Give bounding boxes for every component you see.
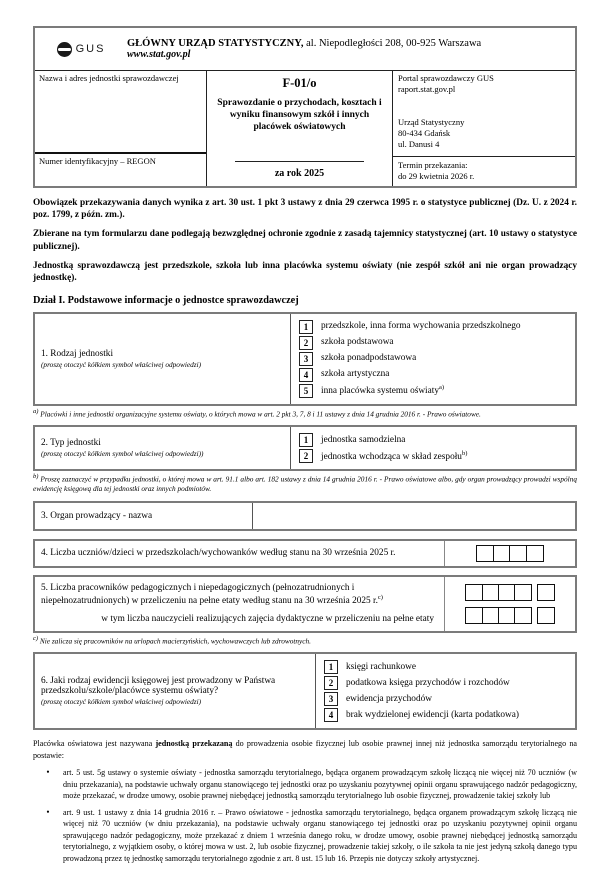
bullet-marker: •: [46, 806, 50, 817]
org-name: GŁÓWNY URZĄD STATYSTYCZNY,: [127, 38, 304, 49]
form-page: [33, 26, 577, 869]
gus-logo: [35, 42, 127, 57]
option-label: podatkowa księga przychodów i rozchodów: [346, 677, 510, 688]
question-1-hint: (proszę otoczyć kółkiem symbol właściwej odpowiedzi): [41, 359, 202, 369]
question-1-options: [290, 314, 575, 404]
digit-cell[interactable]: [509, 545, 527, 562]
option-row: [324, 676, 567, 690]
bullet-marker: •: [46, 767, 50, 778]
digit-cell[interactable]: [465, 607, 483, 624]
question-6-label-cell: [35, 654, 315, 728]
gus-logo-text: GUS: [75, 43, 106, 55]
digit-cell[interactable]: [514, 584, 532, 601]
option-label: księgi rachunkowe: [346, 661, 416, 672]
option-label: ewidencja przychodów: [346, 693, 432, 704]
footnote-ref-b: b): [461, 449, 468, 457]
footnote-c: $^{c)}$ Nie zalicza się pracowników na urlopach macierzyńskich, wychowawczych lub zdrowotnych.: [33, 634, 311, 645]
question-5-sublabel: w tym liczba nauczycieli realizujących zajęcia dydaktyczne w przeliczeniu na pełne etaty: [101, 614, 434, 625]
option-number-box[interactable]: 1: [299, 433, 313, 447]
portal-line1: Portal sprawozdawczy GUS: [398, 73, 494, 83]
option-label: brak wydzielonej ewidencji (karta podatkowa): [346, 709, 519, 720]
question-4-label: 4. Liczba uczniów/dzieci w przedszkolach/wychowanków według stanu na 30 września 2025 r.: [41, 548, 396, 559]
option-label: jednostka samodzielna: [321, 434, 406, 445]
form-id-block: [207, 71, 392, 153]
footnote-ref-a: a): [439, 383, 445, 391]
bullet-art-5: [33, 767, 577, 801]
option-number-box[interactable]: 5: [299, 384, 313, 398]
regon-field[interactable]: Numer identyfikacyjny – REGON: [35, 152, 206, 186]
option-row: [299, 368, 567, 382]
header-left-column: [35, 71, 207, 186]
question-6-hint: (proszę otoczyć kółkiem symbol właściwej odpowiedzi): [41, 697, 202, 707]
digit-comb: [465, 584, 555, 601]
digit-cell[interactable]: [465, 584, 483, 601]
option-label: szkoła artystyczna: [321, 368, 390, 379]
digit-cell[interactable]: [482, 584, 500, 601]
option-number-box[interactable]: 2: [299, 336, 313, 350]
deadline-value: do 29 kwietnia 2026 r.: [398, 171, 475, 182]
option-number-box[interactable]: 2: [299, 449, 313, 463]
question-2-label: 2. Typ jednostki: [41, 438, 101, 449]
option-row: [299, 336, 567, 350]
legal-paragraph-2: Zbierane na tym formularzu dane podlegają bezwzględnej ochronie zgodnie z zasadą tajemnicy statystycznej (art. 10 ustawy o statystyce publicznej).: [33, 229, 577, 252]
org-website: www.stat.gov.pl: [127, 49, 191, 60]
bullet-text: art. 9 ust. 1 ustawy z dnia 14 grudnia 2016 r. – Prawo oświatowe - jednostka samorządu terytorialnego, będąca organem prowadzącym szkołę liczącą nie więcej niż 70 uczniów (w dniu przekazania), na podstawie uchwały organu stanowiącego tej jednostki oraz po uzyskaniu pozytywnej opinii organu sprawującego nadzór pedagogiczny, może przekazać z dniem 1 września danego roku, w drodze umowy, osobie prawnej niebędącej jednostką samorządu terytorialnego, z wyjątkiem osoby, o której mowa w ust. 2, lub osobie fizycznej, prowadzenie takiej szkoły, o ile szkoła ta nie jest jedyną szkołą danego typu prowadzoną przez tę jednostkę samorządu terytorialnego zgodnie z art. 8 ust. 15 lub 16. Przepis nie dotyczy szkoły artystycznej.: [63, 807, 578, 863]
option-row: [299, 320, 567, 334]
digit-comb: [476, 545, 543, 562]
digit-cell[interactable]: [514, 607, 532, 624]
option-number-box[interactable]: 3: [324, 692, 338, 706]
bullet-art-9: [33, 807, 577, 864]
header-middle-column: [207, 71, 393, 186]
option-number-box[interactable]: 4: [324, 708, 338, 722]
portal-info: [393, 71, 575, 115]
unit-name-address-field[interactable]: Nazwa i adres jednostki sprawozdawczej: [39, 73, 179, 83]
form-header: [33, 26, 577, 188]
digit-cell[interactable]: [493, 545, 511, 562]
org-name-line: [127, 38, 569, 49]
decimal-digit-cell[interactable]: [537, 584, 555, 601]
legal-paragraph-1: Obowiązek przekazywania danych wynika z art. 30 ust. 1 pkt 3 ustawy z dnia 29 czerwca 1995 r. o statystyce publicznej (Dz. U. z 2024 r. poz. 1799, z późn. zm.).: [33, 197, 577, 221]
deadline-label: Termin przekazania:: [398, 160, 468, 170]
digit-cell[interactable]: [476, 545, 494, 562]
legal-paragraph-3: Jednostką sprawozdawczą jest przedszkole, szkoła lub inna placówka systemu oświaty (nie zespół szkół ani nie organ prowadzący jednostkę).: [33, 261, 577, 284]
option-row: [299, 384, 567, 398]
option-label: przedszkole, inna forma wychowania przedszkolnego: [321, 320, 521, 331]
option-number-box[interactable]: 2: [324, 676, 338, 690]
decimal-digit-cell[interactable]: [537, 607, 555, 624]
header-right-column: [393, 71, 575, 186]
gus-logo-icon: [57, 42, 72, 57]
closing-note: Placówka oświatowa jest nazywana jednostką przekazaną do prowadzenia osobie fizycznej lub osobie prawnej innej niż jednostka samorządu terytorialnego na postawie:: [33, 739, 577, 760]
header-body: [35, 71, 575, 186]
option-label: inna placówka systemu oświaty$^{a)}$: [321, 383, 445, 396]
deadline-block: [393, 156, 575, 186]
question-6-options: [315, 654, 575, 728]
question-4-input: [444, 541, 575, 566]
digit-comb: [465, 607, 555, 624]
form-title: Sprawozdanie o przychodach, kosztach i wyniku finansowym szkół i innych placówek oświatowych: [217, 98, 382, 132]
question-3-table: [33, 501, 577, 531]
digit-cell[interactable]: [498, 584, 516, 601]
bullet-text: art. 5 ust. 5g ustawy o systemie oświaty - jednostka samorządu terytorialnego, będąca organem prowadzącym szkołę liczącą nie więcej niż 70 uczniów (w dniu przekazania), na podstawie uchwały organu stanowiącego tej jednostki oraz po uzyskaniu pozytywnej opinii organu sprawującego nadzór pedagogiczny, może przekazać, w drodze umowy, osobie prawnej niebędącej jednostką samorządu terytorialnego lub osobie fizycznej, prowadzenie takiej szkoły lub: [63, 768, 577, 801]
footnote-ref-c: c): [377, 594, 383, 602]
question-1-label: 1. Rodzaj jednostki: [41, 348, 114, 359]
question-2-label-cell: [35, 427, 290, 469]
org-address: al. Niepodległości 208, 00-925 Warszawa: [303, 38, 482, 49]
option-label: szkoła ponadpodstawowa: [321, 352, 417, 363]
question-2-options: [290, 427, 575, 469]
question-5-inputs: [444, 577, 575, 631]
option-label: szkoła podstawowa: [321, 336, 394, 347]
option-label: jednostka wchodząca w skład zespołu$^{b)}$: [321, 449, 468, 462]
option-row: [299, 433, 567, 447]
portal-line2: raport.stat.gov.pl: [398, 84, 456, 95]
footnote-a: $^{a)}$ Placówki i inne jednostki organizacyjne systemu oświaty, o których mowa w art. 2 pkt 3, 7, 8 i 11 ustawy z dnia 14 grudnia 2016 r. - Prawo oświatowe.: [33, 407, 481, 418]
option-row: [324, 692, 567, 706]
banner-text: [127, 38, 575, 60]
question-3-label: 3. Organ prowadzący - nazwa: [41, 510, 153, 521]
question-3-value-field[interactable]: [252, 503, 575, 529]
question-2-table: [33, 425, 577, 471]
question-6-table: [33, 652, 577, 730]
digit-cell[interactable]: [482, 607, 500, 624]
office-line3: ul. Danusi 4: [398, 139, 440, 150]
legal-intro: [33, 197, 577, 285]
option-row: [324, 660, 567, 674]
option-number-box[interactable]: 1: [299, 320, 313, 334]
gus-banner: [35, 28, 575, 71]
office-line1: Urząd Statystyczny: [398, 117, 465, 127]
option-row: [299, 449, 567, 463]
question-5-table: [33, 575, 577, 633]
option-row: [299, 352, 567, 366]
question-5-label-cell: [35, 577, 444, 631]
option-number-box[interactable]: 1: [324, 660, 338, 674]
question-1-table: [33, 312, 577, 406]
legal-bullets: [33, 767, 577, 864]
form-period: za rok 2025: [274, 168, 325, 180]
option-row: [324, 708, 567, 722]
statistical-office-address: [393, 115, 575, 156]
footnote-b: $^{b)}$ Proszę zaznaczyć w przypadku jednostki, o której mowa w art. 91.1 albo art. 182 ustawy z dnia 14 grudnia 2016 r. - Prawo oświatowe albo, gdy organ prowadzący prowadzi wspólną ewidencję księgową dla tej jednostki oraz innych podmiotów.: [33, 473, 577, 494]
option-number-box[interactable]: 3: [299, 352, 313, 366]
office-line2: 80-434 Gdańsk: [398, 128, 451, 139]
question-4-table: [33, 539, 577, 568]
question-2-hint: (proszę otoczyć kółkiem symbol właściwej odpowiedzi)): [41, 449, 204, 459]
section-title: Dział I. Podstawowe informacje o jednostce sprawozdawczej: [33, 294, 299, 306]
question-6-label: 6. Jaki rodzaj ewidencji księgowej jest prowadzony w Państwa przedszkolu/szkole/placówce systemu oświaty?: [41, 676, 276, 697]
question-5-label: 5. Liczba pracowników pedagogicznych i niepedagogicznych (pełnozatrudnionych i niepełnozatrudnionych) w przeliczeniu na pełne etaty według stanu na 30 września 2025 r.$^{c)}$: [41, 582, 383, 607]
question-1-label-cell: [35, 314, 290, 404]
form-code: F-01/o: [282, 76, 317, 90]
option-number-box[interactable]: 4: [299, 368, 313, 382]
digit-cell[interactable]: [498, 607, 516, 624]
digit-cell[interactable]: [526, 545, 544, 562]
